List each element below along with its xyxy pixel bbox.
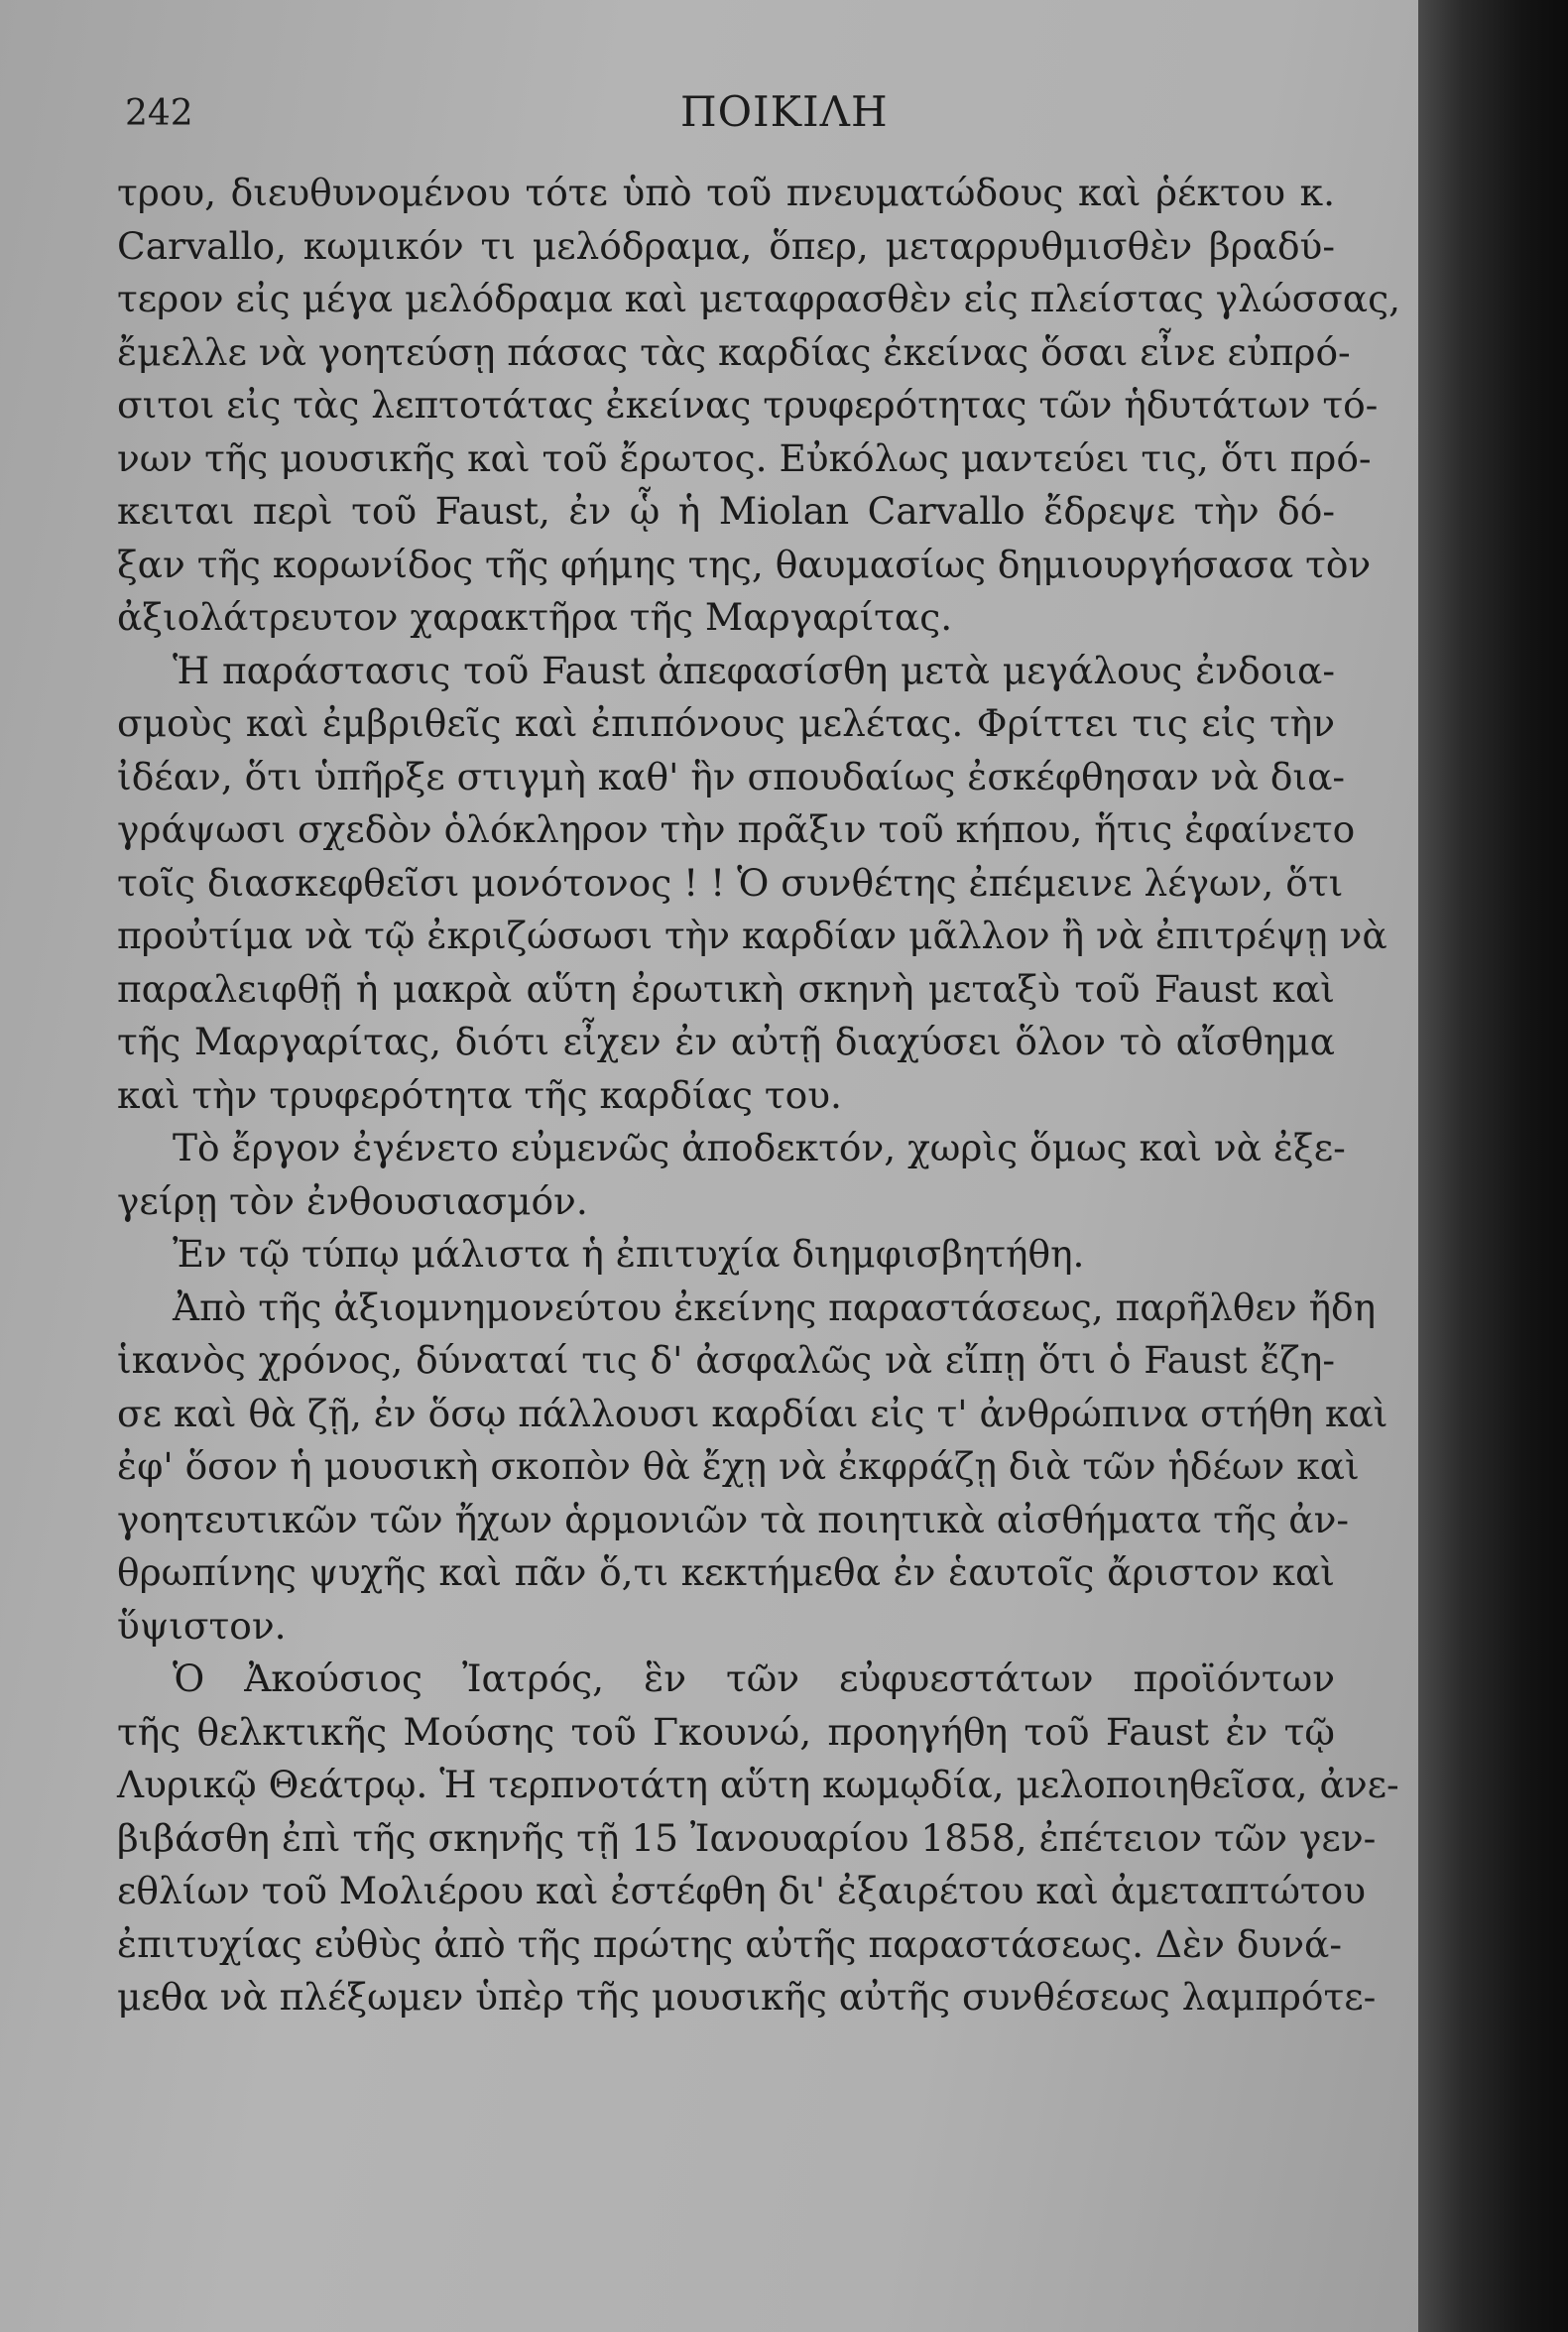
- text-line: παραλειφθῇ ἡ μακρὰ αὕτη ἐρωτικὴ σκηνὴ μεταξὺ τοῦ Faust καὶ: [117, 966, 1335, 1011]
- text-line: θρωπίνης ψυχῆς καὶ πᾶν ὅ,τι κεκτήμεθα ἐν ἑαυτοῖς ἄριστον καὶ: [117, 1550, 1335, 1594]
- text-line: εθλίων τοῦ Μολιέρου καὶ ἐστέφθη δι' ἐξαιρέτου καὶ ἀμεταπτώτου: [117, 1869, 1367, 1912]
- text-line: ἀξιολάτρευτον χαρακτῆρα τῆς Μαργαρίτας.: [117, 595, 953, 639]
- text-line: τῆς Μαργαρίτας, διότι εἶχεν ἐν αὐτῇ διαχύσει ὅλον τὸ αἴσθημα: [117, 1020, 1335, 1063]
- page-number: 242: [125, 93, 193, 134]
- text-line: κειται περὶ τοῦ Faust, ἐν ᾧ ἡ Miolan Carvallo ἔδρεψε τὴν δό-: [117, 489, 1335, 533]
- text-line: Carvallo, κωμικόν τι μελόδραμα, ὅπερ, μεταρρυθμισθὲν βραδύ-: [117, 223, 1335, 268]
- text-line: προὐτίμα νὰ τῷ ἐκριζώσωσι τὴν καρδίαν μᾶλλον ἢ νὰ ἐπιτρέψῃ νὰ: [117, 914, 1387, 957]
- text-line: Τὸ ἔργον ἐγένετο εὐμενῶς ἀποδεκτόν, χωρὶς ὅμως καὶ νὰ ἐξε-: [173, 1126, 1346, 1169]
- text-line: ἱκανὸς χρόνος, δύναταί τις δ' ἀσφαλῶς νὰ εἴπῃ ὅτι ὁ Faust ἔζη-: [117, 1338, 1335, 1382]
- text-line: βιβάσθη ἐπὶ τῆς σκηνῆς τῇ 15 Ἰανουαρίου 1858, ἐπέτειον τῶν γεν-: [117, 1815, 1377, 1860]
- text-line: ἐπιτυχίας εὐθὺς ἀπὸ τῆς πρώτης αὐτῆς παραστάσεως. Δὲν δυνά-: [117, 1921, 1343, 1966]
- book-gutter-shadow: [1418, 0, 1568, 2332]
- text-line: τρου, διευθυνομένου τότε ὑπὸ τοῦ πνευματώδους καὶ ῥέκτου κ.: [117, 171, 1335, 214]
- text-line: γράψωσι σχεδὸν ὁλόκληρον τὴν πρᾶξιν τοῦ κήπου, ἥτις ἐφαίνετο: [117, 807, 1356, 851]
- text-line: τῆς θελκτικῆς Μούσης τοῦ Γκουνώ, προηγήθη τοῦ Faust ἐν τῷ: [117, 1709, 1335, 1754]
- running-title: ΠΟΙΚΙΛΗ: [680, 87, 889, 136]
- body-text: [117, 167, 1401, 2025]
- text-line: ὕψιστον.: [117, 1603, 287, 1648]
- text-line: ξαν τῆς κορωνίδος τῆς φήμης της, θαυμασίως δημιουργήσασα τὸν: [117, 542, 1372, 586]
- text-line: τερον εἰς μέγα μελόδραμα καὶ μεταφρασθὲν εἰς πλείστας γλώσσας,: [117, 277, 1401, 320]
- text-line: καὶ τὴν τρυφερότητα τῆς καρδίας του.: [117, 1072, 842, 1117]
- text-line: σμοὺς καὶ ἐμβριθεῖς καὶ ἐπιπόνους μελέτας. Φρίττει τις εἰς τὴν: [117, 701, 1335, 745]
- text-line: Ἐν τῷ τύπῳ μάλιστα ἡ ἐπιτυχία διημφισβητήθη.: [173, 1232, 1085, 1276]
- text-line: σε καὶ θὰ ζῇ, ἐν ὅσῳ πάλλουσι καρδίαι εἰς τ' ἀνθρώπινα στήθη καὶ: [117, 1391, 1388, 1435]
- text-line: ἐφ' ὅσον ἡ μουσικὴ σκοπὸν θὰ ἔχῃ νὰ ἐκφράζῃ διὰ τῶν ἡδέων καὶ: [117, 1444, 1360, 1488]
- text-line: γοητευτικῶν τῶν ἤχων ἁρμονιῶν τὰ ποιητικὰ αἰσθήματα τῆς ἀν-: [117, 1497, 1350, 1541]
- text-line: ἰδέαν, ὅτι ὑπῆρξε στιγμὴ καθ' ἣν σπουδαίως ἐσκέφθησαν νὰ δια-: [117, 754, 1346, 798]
- text-line: σιτοι εἰς τὰς λεπτοτάτας ἐκείνας τρυφερότητας τῶν ἡδυτάτων τό-: [117, 383, 1379, 427]
- text-line: ἔμελλε νὰ γοητεύσῃ πάσας τὰς καρδίας ἐκείνας ὅσαι εἶνε εὐπρό-: [117, 329, 1351, 374]
- text-line: Ἀπὸ τῆς ἀξιομνημονεύτου ἐκείνης παραστάσεως, παρῆλθεν ἤδη: [173, 1285, 1377, 1329]
- page-header: [125, 87, 1315, 147]
- text-line: νων τῆς μουσικῆς καὶ τοῦ ἔρωτος. Εὐκόλως μαντεύει τις, ὅτι πρό-: [117, 435, 1372, 480]
- text-line: Ὁ Ἀκούσιος Ἰατρός, ἓν τῶν εὐφυεστάτων προϊόντων: [173, 1657, 1335, 1700]
- text-line: Λυρικῷ Θεάτρῳ. Ἡ τερπνοτάτη αὕτη κωμῳδία, μελοποιηθεῖσα, ἀνε-: [117, 1763, 1399, 1806]
- text-line: Ἡ παράστασις τοῦ Faust ἀπεφασίσθη μετὰ μεγάλους ἐνδοια-: [173, 648, 1335, 692]
- text-line: μεθα νὰ πλέξωμεν ὑπὲρ τῆς μουσικῆς αὐτῆς συνθέσεως λαμπρότε-: [117, 1975, 1377, 2019]
- text-line: τοῖς διασκεφθεῖσι μονότονος ! ! Ὁ συνθέτης ἐπέμεινε λέγων, ὅτι: [117, 860, 1344, 905]
- text-line: γείρῃ τὸν ἐνθουσιασμόν.: [117, 1178, 588, 1223]
